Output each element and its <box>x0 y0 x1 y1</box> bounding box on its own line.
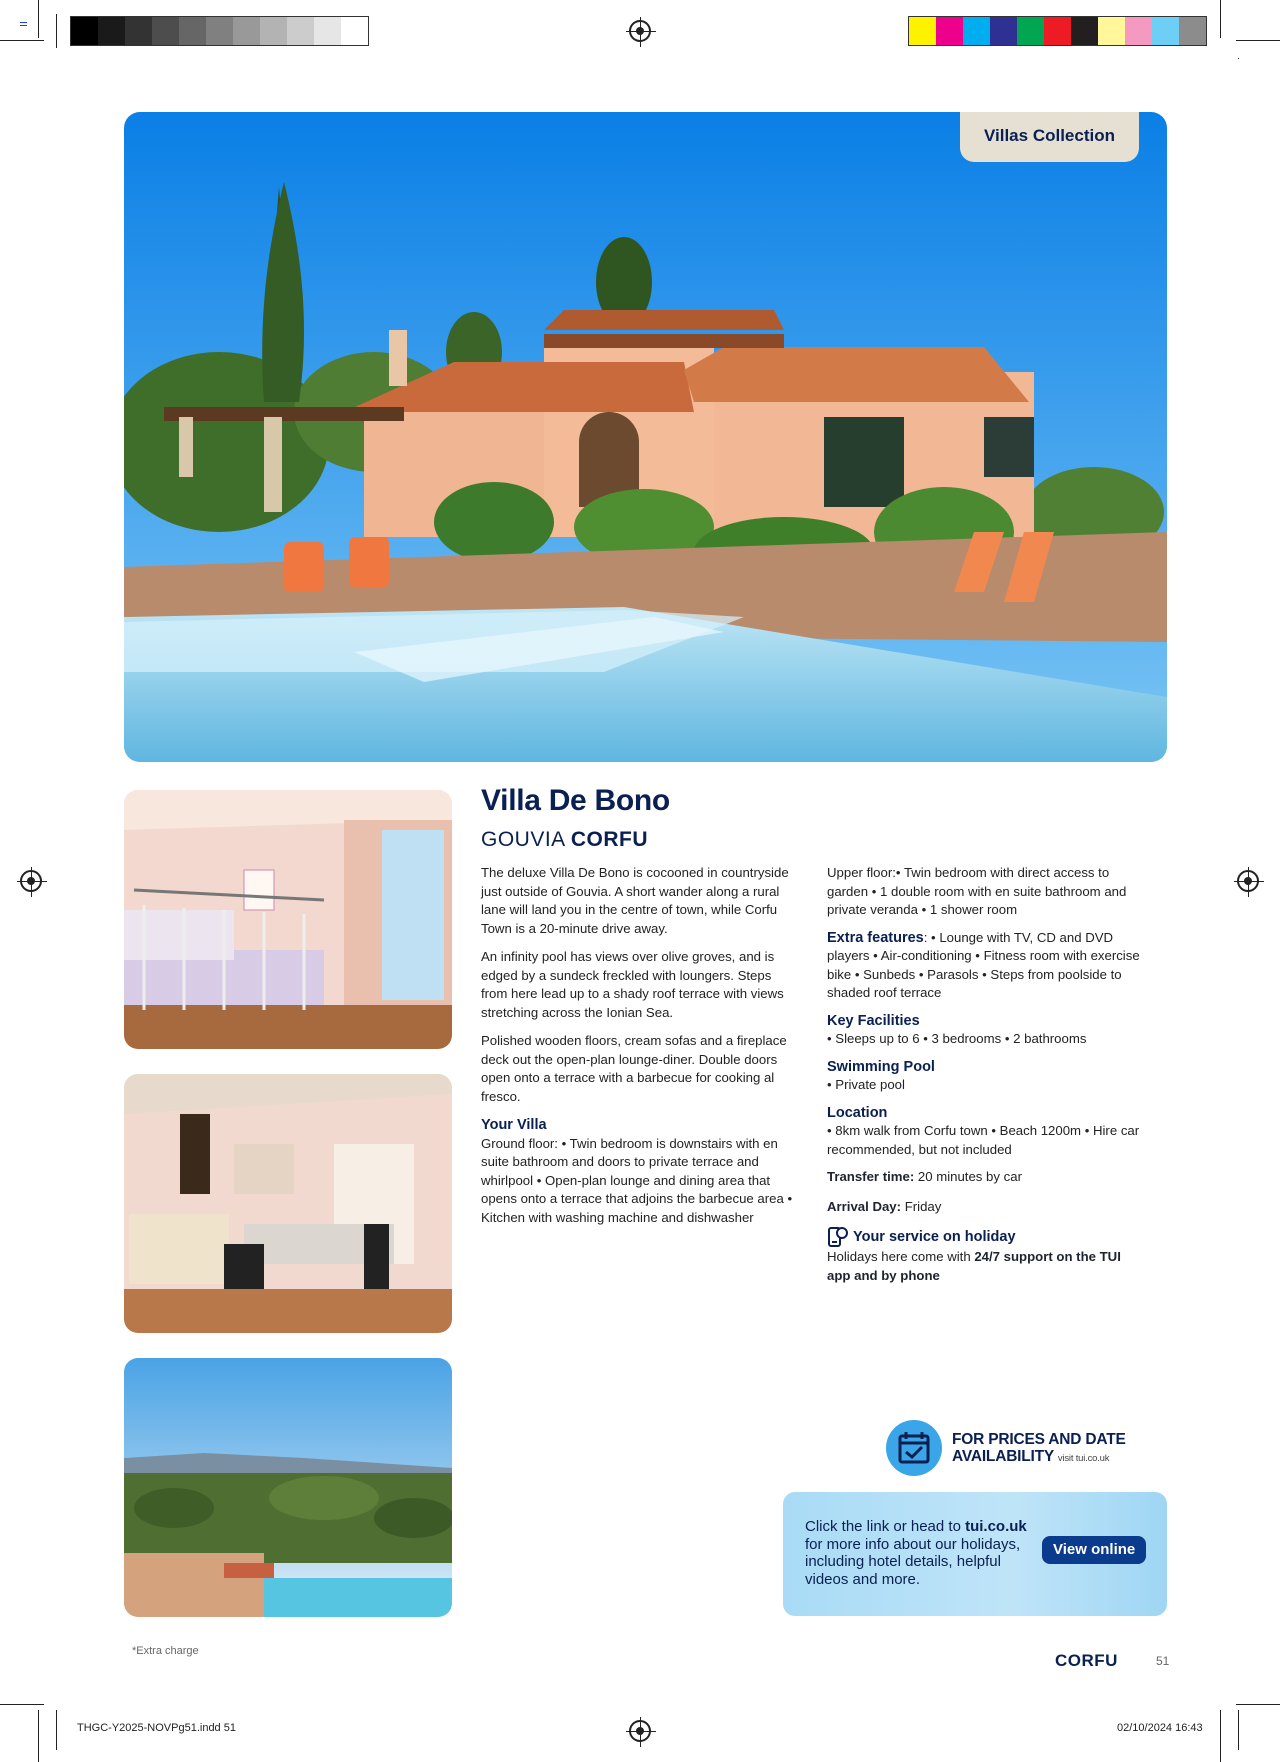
intro-paragraph: An infinity pool has views over olive groves, and is edged by a sundeck freckled with loungers. Steps from here lead up to a shady roof terrace with views stretching across the Ionian Sea. <box>481 949 784 1020</box>
online-text-b: for more info about our holidays, including hotel details, helpful videos and more. <box>805 1535 1021 1588</box>
location-subtitle <box>481 828 648 852</box>
your-villa-heading: Your Villa <box>481 1117 547 1133</box>
service-text <box>827 1248 1147 1285</box>
process-color-bar <box>908 16 1207 46</box>
swimming-pool-text: • Private pool <box>827 1077 905 1092</box>
intro-paragraph: Polished wooden floors, cream sofas and a fireplace deck out the open-plan lounge-diner. Double doors open onto a terrace with a barbecue for cooking al fresco. <box>481 1033 787 1104</box>
lounge-diner-photo <box>124 1074 452 1333</box>
transfer-label: Transfer time: <box>827 1169 915 1184</box>
location-text: • 8km walk from Corfu town • Beach 1200m • Hire car recommended, but not included <box>827 1123 1140 1157</box>
page-number: 51 <box>1156 1654 1170 1668</box>
service-text-b: 24/7 support on the TUI app and by phone <box>827 1249 1121 1283</box>
view-online-panel <box>783 1492 1167 1616</box>
online-text-a: Click the link or head to <box>805 1518 966 1535</box>
view-online-text <box>805 1518 1035 1588</box>
transfer-text: 20 minutes by car <box>914 1169 1022 1184</box>
grayscale-color-bar <box>70 16 369 46</box>
prices-availability-callout <box>886 1420 1156 1480</box>
tui-link[interactable]: tui.co.uk <box>965 1518 1027 1535</box>
registration-mark-top <box>629 20 651 42</box>
swimming-pool-heading: Swimming Pool <box>827 1058 935 1075</box>
villa-title: Villa De Bono <box>481 784 670 817</box>
slug-filename: THGC-Y2025-NOVPg51.indd 51 <box>77 1722 236 1734</box>
prices-line-1: FOR PRICES AND DATE <box>952 1431 1126 1448</box>
extra-features <box>827 929 1147 1003</box>
phone-support-icon <box>827 1226 849 1248</box>
service-text-a: Holidays here come with <box>827 1249 975 1264</box>
subtitle-place: GOUVIA <box>481 828 565 851</box>
intro-paragraph: The deluxe Villa De Bono is cocooned in countryside just outside of Gouvia. A short wander along a rural lane will land you in the centre of town, while Corfu Town is a 20-minute drive away. <box>481 865 789 936</box>
service-heading-row <box>827 1226 1147 1248</box>
slug-timestamp: 02/10/2024 16:43 <box>1117 1722 1203 1734</box>
calendar-check-icon <box>886 1420 942 1476</box>
ground-floor-text: Ground floor: • Twin bedroom is downstairs with en suite bathroom and doors to private terrace and whirlpool • Open-plan lounge and dining area that opens onto a terrace that adjoins the barbecue area • Kitchen with washing machine and dishwasher <box>481 1135 793 1225</box>
key-facilities-heading: Key Facilities <box>827 1012 920 1029</box>
extra-features-label: Extra features <box>827 929 924 946</box>
upper-floor-text: Upper floor:• Twin bedroom with direct access to garden • 1 double room with en suite bathroom and private veranda • 1 shower room <box>827 865 1127 917</box>
prices-text <box>952 1431 1126 1467</box>
view-online-button[interactable]: View online <box>1042 1536 1146 1564</box>
subtitle-region: CORFU <box>570 828 649 851</box>
arrival-text: Friday <box>901 1198 942 1214</box>
key-facilities <box>827 1012 1147 1049</box>
transfer-time <box>827 1168 1147 1187</box>
prices-visit-link[interactable]: visit tui.co.uk <box>1057 1453 1110 1464</box>
key-facilities-text: • Sleeps up to 6 • 3 bedrooms • 2 bathrooms <box>827 1031 1087 1046</box>
extra-features-text: : • Lounge with TV, CD and DVD players • Air-conditioning • Fitness room with exercise bike • Sunbeds • Parasols • Steps from poolside to shaded roof terrace <box>827 929 1140 1000</box>
prices-line-2: AVAILABILITY <box>952 1448 1054 1465</box>
details-column <box>827 864 1147 1285</box>
footer-region: CORFU <box>1055 1651 1118 1670</box>
arrival-label: Arrival Day: <box>827 1198 902 1214</box>
location <box>827 1104 1147 1160</box>
arrival-day <box>827 1198 1147 1217</box>
description-column <box>481 864 799 1227</box>
extra-charge-footnote: *Extra charge <box>132 1645 199 1657</box>
bedroom-photo <box>124 790 452 1049</box>
registration-mark-right <box>1237 870 1259 892</box>
registration-mark-bottom <box>629 1720 651 1742</box>
hero-villa-photo <box>124 112 1167 762</box>
service-section <box>827 1226 1147 1285</box>
service-heading: Your service on holiday <box>853 1228 1016 1245</box>
swimming-pool <box>827 1058 1147 1095</box>
villas-collection-badge: Villas Collection <box>960 112 1139 162</box>
registration-mark-left <box>20 870 42 892</box>
garden-view-photo <box>124 1358 452 1617</box>
location-heading: Location <box>827 1104 888 1121</box>
